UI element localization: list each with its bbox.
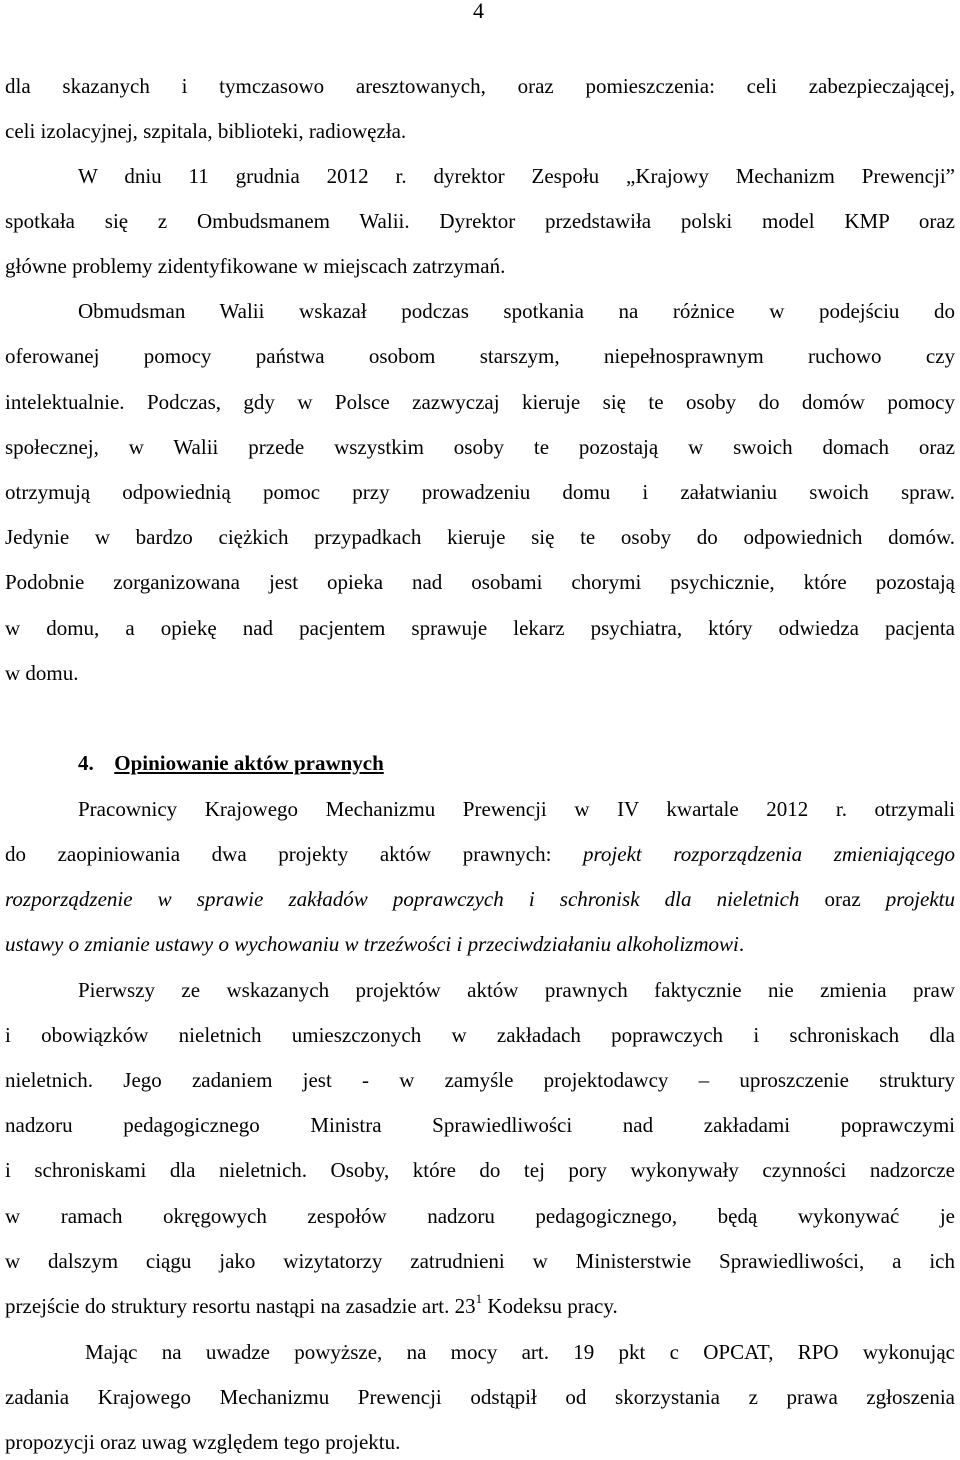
italic-run: rozporządzenie w sprawie zakładów poprawczych i schronisk dla nieletnich: [5, 887, 800, 911]
text-line: nieletnich. Jego zadaniem jest - w zamyśle projektodawcy – uproszczenie struktury: [5, 1068, 955, 1092]
text-line: [5, 840, 955, 868]
text-line: w dalszym ciągu jako wizytatorzy zatrudnieni w Ministerstwie Sprawiedliwości, a ich: [5, 1249, 955, 1273]
text-line: społecznej, w Walii przede wszystkim osoby te pozostają w swoich domach oraz: [5, 435, 955, 459]
page-number: 4: [473, 0, 484, 23]
text-line: intelektualnie. Podczas, gdy w Polsce zazwyczaj kieruje się te osoby do domów pomocy: [5, 390, 955, 414]
text-run: przejście do struktury resortu nastąpi na zasadzie art. 23: [5, 1294, 476, 1318]
text-line: Podobnie zorganizowana jest opieka nad osobami chorymi psychicznie, które pozostają: [5, 570, 955, 594]
text-line: Obmudsman Walii wskazał podczas spotkania na różnice w podejściu do: [78, 299, 955, 323]
text-run: do zaopiniowania dwa projekty aktów prawnych:: [5, 842, 584, 866]
text-line: Jedynie w bardzo ciężkich przypadkach kieruje się te osoby do odpowiednich domów.: [5, 525, 955, 549]
section-heading: [78, 749, 955, 777]
section-title: Opiniowanie aktów prawnych: [114, 751, 384, 775]
italic-run: ustawy o zmianie ustawy o wychowaniu w trzeźwości i przeciwdziałaniu alkoholizmowi: [5, 932, 739, 956]
text-line: celi izolacyjnej, szpitala, biblioteki, radiowęzła.: [5, 119, 407, 143]
text-line: spotkała się z Ombudsmanem Walii. Dyrektor przedstawiła polski model KMP oraz: [5, 209, 955, 233]
text-line: Pierwszy ze wskazanych projektów aktów prawnych faktycznie nie zmienia praw: [78, 978, 955, 1002]
text-line: [5, 1292, 955, 1320]
text-line: dla skazanych i tymczasowo aresztowanych, oraz pomieszczenia: celi zabezpieczającej,: [5, 74, 955, 98]
text-line: Pracownicy Krajowego Mechanizmu Prewencji w IV kwartale 2012 r. otrzymali: [78, 797, 955, 821]
text-line: [5, 930, 955, 958]
text-line: i schroniskami dla nieletnich. Osoby, które do tej pory wykonywały czynności nadzorcze: [5, 1158, 955, 1182]
italic-run: projekt rozporządzenia zmieniającego: [583, 842, 955, 866]
superscript: 1: [475, 1291, 483, 1306]
text-line: otrzymują odpowiednią pomoc przy prowadzeniu domu i załatwianiu swoich spraw.: [5, 480, 955, 504]
text-line: i obowiązków nieletnich umieszczonych w zakładach poprawczych i schroniskach dla: [5, 1023, 955, 1047]
text-line: zadania Krajowego Mechanizmu Prewencji odstąpił od skorzystania z prawa zgłoszenia: [5, 1385, 955, 1409]
italic-run: projektu: [885, 887, 956, 911]
text-line: w ramach okręgowych zespołów nadzoru pedagogicznego, będą wykonywać je: [5, 1204, 955, 1228]
text-line: Mając na uwadze powyższe, na mocy art. 19 pkt c OPCAT, RPO wykonując: [85, 1340, 955, 1364]
text-line: nadzoru pedagogicznego Ministra Sprawiedliwości nad zakładami poprawczymi: [5, 1113, 955, 1137]
text-run: Kodeksu pracy.: [482, 1294, 618, 1318]
text-line: w domu, a opiekę nad pacjentem sprawuje lekarz psychiatra, który odwiedza pacjenta: [5, 616, 955, 640]
text-line: W dniu 11 grudnia 2012 r. dyrektor Zespołu „Krajowy Mechanizm Prewencji”: [78, 164, 955, 188]
text-run: .: [738, 932, 745, 956]
section-number: 4.: [78, 751, 94, 775]
text-line: oferowanej pomocy państwa osobom starszym, niepełnosprawnym ruchowo czy: [5, 344, 955, 368]
text-line: w domu.: [5, 661, 79, 685]
text-line: główne problemy zidentyfikowane w miejscach zatrzymań.: [5, 254, 506, 278]
text-line: propozycji oraz uwag względem tego projektu.: [5, 1430, 401, 1454]
text-line: [5, 885, 955, 913]
text-run: oraz: [799, 887, 886, 911]
